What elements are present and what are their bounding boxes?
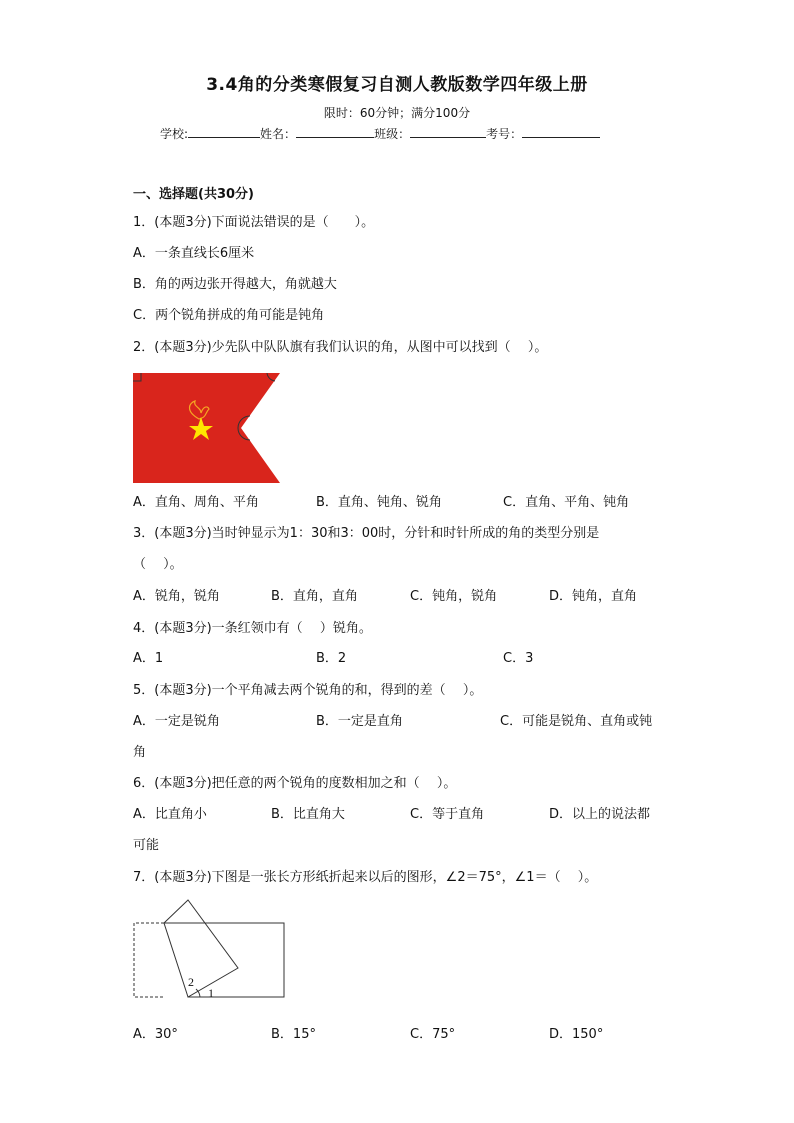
q6-option-d-cont: 可能: [133, 838, 160, 853]
q7-option-c[interactable]: C．75°: [410, 1027, 456, 1042]
q1-option-b[interactable]: B．角的两边张开得越大，角就越大: [133, 277, 337, 292]
section-heading: 一、选择题(共30分): [133, 187, 254, 202]
q1-option-a[interactable]: A．一条直线长6厘米: [133, 246, 255, 261]
question-1-stem: 1．(本题3分)下面说法错误的是（ ）。: [133, 215, 375, 230]
name-label: 姓名：: [260, 127, 297, 141]
angle-1-label: 1: [208, 986, 214, 1000]
question-6-stem: 6．(本题3分)把任意的两个锐角的度数相加之和（ ）。: [133, 776, 457, 791]
question-2-stem: 2．(本题3分)少先队中队队旗有我们认识的角，从图中可以找到（ ）。: [133, 340, 548, 355]
rectangle-outline: [164, 923, 284, 997]
page-title: 3.4角的分类寒假复习自测人教版数学四年级上册: [206, 75, 588, 95]
school-label: 学校:: [160, 127, 189, 141]
unfolded-part-dashed: [134, 923, 164, 997]
q4-option-a[interactable]: A．1: [133, 651, 164, 666]
q3-option-b[interactable]: B．直角，直角: [271, 589, 358, 604]
question-5-stem: 5．(本题3分)一个平角减去两个锐角的和，得到的差（ ）。: [133, 683, 483, 698]
q6-option-b[interactable]: B．比直角大: [271, 807, 345, 822]
angle-2-label: 2: [188, 975, 194, 989]
q5-option-c-cont: 角: [133, 745, 147, 760]
squadron-flag-figure: [133, 373, 283, 485]
folded-flap: [164, 900, 238, 997]
exam-number-label: 考号：: [486, 127, 523, 141]
q5-option-a[interactable]: A．一定是锐角: [133, 714, 220, 729]
q1-option-c[interactable]: C．两个锐角拼成的角可能是钝角: [133, 308, 325, 323]
q3-option-a[interactable]: A．锐角，锐角: [133, 589, 220, 604]
q5-option-b[interactable]: B．一定是直角: [316, 714, 403, 729]
q6-option-d[interactable]: D．以上的说法都: [549, 807, 651, 822]
q6-option-c[interactable]: C．等于直角: [410, 807, 485, 822]
folded-paper-figure: [130, 896, 290, 1002]
q3-option-d[interactable]: D．钝角，直角: [549, 589, 638, 604]
question-7-stem: 7．(本题3分)下图是一张长方形纸折起来以后的图形，∠2＝75°，∠1＝（ ）。: [133, 870, 598, 885]
student-info-line: [160, 125, 600, 142]
q7-option-a[interactable]: A．30°: [133, 1027, 178, 1042]
exam-limits: 限时：60分钟；满分100分: [323, 106, 471, 120]
class-label: 班级：: [374, 127, 411, 141]
q2-option-c[interactable]: C．直角、平角、钝角: [503, 495, 630, 510]
class-blank[interactable]: [410, 125, 486, 138]
name-blank[interactable]: [296, 125, 374, 138]
q7-option-b[interactable]: B．15°: [271, 1027, 316, 1042]
school-blank[interactable]: [188, 125, 260, 138]
exam-number-blank[interactable]: [522, 125, 600, 138]
q5-option-c[interactable]: C．可能是锐角、直角或钝: [500, 714, 653, 729]
question-3-stem-cont: （ ）。: [133, 557, 183, 572]
q4-option-b[interactable]: B．2: [316, 651, 347, 666]
question-4-stem: 4．(本题3分)一条红领巾有（ ）锐角。: [133, 621, 372, 636]
q2-option-b[interactable]: B．直角、钝角、锐角: [316, 495, 442, 510]
question-3-stem: 3．(本题3分)当时钟显示为1：30和3：00时，分针和时针所成的角的类型分别是: [133, 526, 600, 541]
q6-option-a[interactable]: A．比直角小: [133, 807, 207, 822]
q2-option-a[interactable]: A．直角、周角、平角: [133, 495, 259, 510]
q4-option-c[interactable]: C．3: [503, 651, 534, 666]
q3-option-c[interactable]: C．钝角，锐角: [410, 589, 498, 604]
q7-option-d[interactable]: D．150°: [549, 1027, 604, 1042]
